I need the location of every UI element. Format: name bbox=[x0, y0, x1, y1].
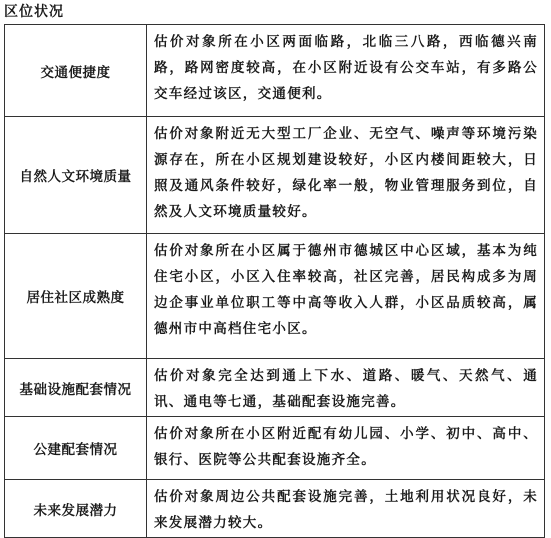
table-row-infrastructure bbox=[5, 359, 544, 417]
row-content: 估价对象完全达到通上下水、道路、暖气、天然气、通讯、通电等七通，基础配套设施完善。 bbox=[154, 368, 538, 410]
table-row-potential bbox=[5, 480, 544, 537]
row-label: 自然人文环境质量 bbox=[5, 117, 147, 233]
table-row-environment bbox=[5, 117, 544, 234]
row-label: 居住社区成熟度 bbox=[5, 234, 147, 358]
row-content: 估价对象附近无大型工厂企业、无空气、噪声等环境污染源存在，所在小区规划建设较好，小区内楼间距较大，日照及通风条件较好，绿化率一般，物业管理服务到位，自然及人文环境质量较好。 bbox=[154, 126, 538, 220]
table-row-public-facilities bbox=[5, 417, 544, 480]
row-label: 基础设施配套情况 bbox=[5, 359, 147, 416]
row-label: 交通便捷度 bbox=[5, 25, 147, 116]
row-content: 估价对象所在小区属于德州市德城区中心区域，基本为纯住宅小区，小区入住率较高，社区完善，居民构成多为周边企事业单位职工等中高等收入人群，小区品质较高，属德州市中高档住宅小区。 bbox=[154, 243, 538, 337]
row-content: 估价对象周边公共配套设施完善，土地利用状况良好，未来发展潜力较大。 bbox=[154, 489, 538, 531]
row-content: 估价对象所在小区两面临路，北临三八路，西临德兴南路，路网密度较高，在小区附近设有公交车站，有多路公交车经过该区，交通便利。 bbox=[154, 34, 538, 102]
row-content: 估价对象所在小区附近配有幼儿园、小学、初中、高中、银行、医院等公共配套设施齐全。 bbox=[154, 426, 538, 468]
row-label: 未来发展潜力 bbox=[5, 480, 147, 537]
page-title: 区位状况 bbox=[4, 4, 64, 20]
location-status-table bbox=[4, 24, 545, 538]
table-row-community bbox=[5, 234, 544, 359]
table-row-traffic bbox=[5, 25, 544, 117]
row-label: 公建配套情况 bbox=[5, 417, 147, 479]
